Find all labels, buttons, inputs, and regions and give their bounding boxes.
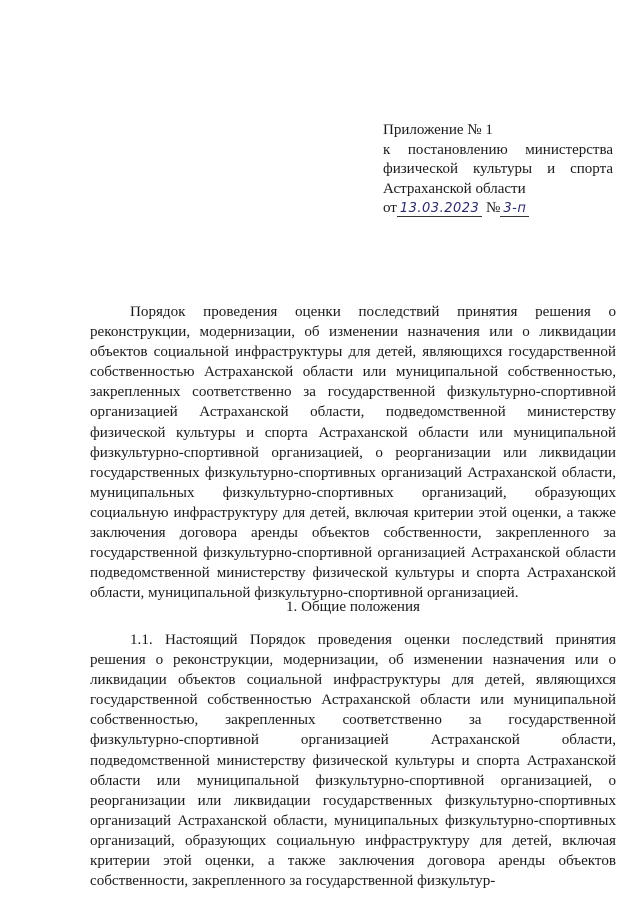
- appendix-header: [383, 121, 613, 219]
- intro-paragraph: Порядок проведения оценки последствий принятия решения о реконструкции, модернизации, об изменении назначения или о ликвидации объектов социальной инфраструктуры для детей, являющихся государственной собственностью Астраханской области или муниципальной собственностью, закрепленных соответственно за государственной физкультурно-спортивной организацией Астраханской области, подведомственной министерству физической культуры и спорта Астраханской области или муниципальной физкультурно-спортивной организацией, о реорганизации или ликвидации государственных физкультурно-спортивных организаций Астраханской области, муниципальных физкультурно-спортивных организаций, образующих социальную инфраструктуру для детей, включая критерии этой оценки, а также заключения договора аренды объектов собственности, закрепленного за государственной физкультурно-спортивной организацией Астраханской области подведомственной министерству физической культуры и спорта Астраханской области, муниципальной физкультурно-спортивной организацией.: [90, 304, 616, 602]
- handwritten-date: 13.03.2023: [397, 201, 482, 217]
- number-sign: №: [486, 200, 501, 216]
- appendix-line-1: к постановлению министерства: [383, 141, 613, 158]
- appendix-line-3: Астраханской области: [383, 180, 526, 197]
- appendix-date-line: [383, 199, 613, 219]
- clause-1-1-paragraph: 1.1. Настоящий Порядок проведения оценки последствий принятия решения о реконструкции, модернизации, об изменении назначения или о ликвидации объектов социальной инфраструктуры для детей, являющихся государственной собственностью Астраханской области или муниципальной собственностью, закрепленных соответственно за государственной физкультурно-спортивной организацией Астраханской области, подведомственной министерству физической культуры и спорта Астраханской области или муниципальной физкультурно-спортивной организацией, о реорганизации или ликвидации государственных физкультурно-спортивных организаций Астраханской области, муниципальных физкультурно-спортивных организаций, образующих социальную инфраструктуру для детей, включая критерии этой оценки, а также заключения договора аренды объектов собственности, закрепленного за государственной физкультур-: [90, 632, 616, 890]
- appendix-title: Приложение № 1: [383, 122, 493, 138]
- date-prefix: от: [383, 200, 397, 216]
- handwritten-number: 3-п: [500, 201, 529, 217]
- appendix-line-2: физической культуры и спорта: [383, 161, 613, 177]
- section-heading: 1. Общие положения: [285, 599, 420, 615]
